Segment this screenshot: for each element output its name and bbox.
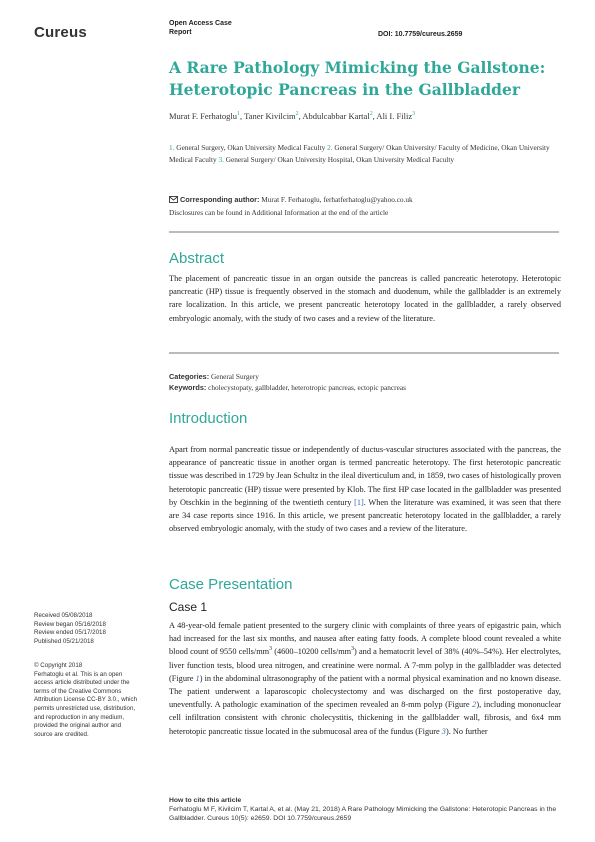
figure-link[interactable]: 3 bbox=[441, 726, 446, 736]
affiliation-text: General Surgery/ Okan University/ Faculty of Medicine, Okan University Medical Faculty bbox=[169, 143, 550, 164]
author-list bbox=[169, 111, 415, 121]
divider bbox=[169, 352, 559, 354]
author-name[interactable]: , Ali I. Filiz bbox=[372, 111, 413, 121]
affiliation-number: 1. bbox=[169, 143, 175, 152]
received-date: Received 05/08/2018 bbox=[34, 612, 93, 619]
affiliations bbox=[169, 142, 559, 166]
copyright-notice bbox=[34, 662, 139, 739]
keywords bbox=[169, 382, 559, 393]
envelope-icon bbox=[169, 195, 178, 207]
figure-link[interactable]: 2 bbox=[472, 700, 477, 710]
review-ended-date: Review ended 05/17/2018 bbox=[34, 629, 106, 637]
article-dates bbox=[34, 612, 139, 646]
author-name[interactable]: Murat F. Ferhatoglu bbox=[169, 111, 238, 121]
copyright-text: Ferhatoglu et al. This is an open access article distributed under the terms of the Creative Commons Attribution License CC-BY 3.0., which permits unrestricted use, distribution, and reproduction in any medium, provided the original author and source are credited. bbox=[34, 670, 138, 738]
categories-label: Categories: bbox=[169, 372, 210, 381]
author-affiliation-sup: 3 bbox=[412, 111, 416, 118]
citation-heading: How to cite this article bbox=[169, 797, 242, 804]
keywords-value: cholecystopaty, gallbladder, heterotropic pancreas, ectopic pancreas bbox=[206, 383, 406, 392]
affiliation-number: 3. bbox=[218, 155, 224, 164]
divider bbox=[169, 231, 559, 233]
citation-footer bbox=[169, 796, 569, 824]
abstract-heading: Abstract bbox=[169, 250, 225, 267]
keywords-label: Keywords: bbox=[169, 383, 207, 392]
disclosures-note: Disclosures can be found in Additional Information at the end of the article bbox=[169, 208, 389, 217]
copyright-title: © Copyright 2018 bbox=[34, 662, 83, 669]
author-name[interactable]: , Taner Kivilcim bbox=[240, 111, 296, 121]
doi[interactable]: DOI: 10.7759/cureus.2659 bbox=[378, 31, 463, 38]
citation-text: Ferhatoglu M F, Kivilcim T, Kartal A, et al. (May 21, 2018) A Rare Pathology Mimicking the Gallstone: Heterotopic Pancreas in the Gallbladder. Cureus 10(5): e2659. DOI 10.7759/cureus.2659 bbox=[169, 806, 557, 823]
case-presentation-heading: Case Presentation bbox=[169, 576, 293, 593]
corresponding-label: Corresponding author: bbox=[180, 195, 260, 204]
author-name[interactable]: , Abdulcabbar Kartal bbox=[298, 111, 370, 121]
article-type: Open Access Case Report bbox=[169, 20, 232, 36]
case-1-heading: Case 1 bbox=[169, 600, 208, 614]
reference-link[interactable]: [1] bbox=[354, 497, 364, 507]
published-date: Published 05/21/2018 bbox=[34, 637, 94, 645]
introduction-text: Apart from normal pancreatic tissue or independently of ductus-vascular structures associated with the pancreas, the appearance of pancreatic tissue in another organ is termed pancreatic heterotopy. The first heterotopic pancreatic tissue was described in 1729 by Jean Schultz in the ileal diverticulum and, in 1859, two cases of histologically proven heterotopic pancreatic (HP) tissue were presented by Klob. The first HP case located in the gallbladder was presented by Otschkin in the beginning of the twentieth century [1]. When the literature was examined, it was seen that there are 34 case reports since 1916. In this article, we present pancreatic heterotopy located in the gallbladder, a rarely observed embryologic anomaly, with the study of two cases and a review of the literature. bbox=[169, 445, 561, 534]
affiliation-text: General Surgery/ Okan University Hospital, Okan University Medical Faculty bbox=[223, 155, 455, 164]
introduction-heading: Introduction bbox=[169, 410, 248, 427]
categories-value: General Surgery bbox=[209, 372, 259, 381]
review-began-date: Review began 05/16/2018 bbox=[34, 620, 106, 628]
article-title: A Rare Pathology Mimicking the Gallstone: Heterotopic Pancreas in the Gallbladder bbox=[169, 58, 546, 99]
author-affiliation-sup: 2 bbox=[295, 111, 299, 118]
author-affiliation-sup: 1 bbox=[237, 111, 240, 118]
figure-link[interactable]: 1 bbox=[195, 673, 200, 683]
corresponding-author bbox=[169, 194, 559, 219]
case-1-text: A 48-year-old female patient presented to the surgery clinic with complaints of three years of epigastric pain, which had increased for the last six months, and nausea after eating fatty foods. A complete blood count revealed a white blood count of 9550 cells/$mm^3$ (4600–10200 cells/$mm^3$) and a hematocrit level of 38% (40%–54%). Her electrolytes, liver function tests, blood urea nitrogen, and creatinine were normal. A 7-mm polyp in the gallbladder was detected (Figure 1) in the abdominal ultrasonography of the patient with a normal physical examination and no known disease. The patient underwent a laparoscopic cholecystectomy and was discharged on the first postoperative day, uneventfully. A pathologic examination of the specimen revealed an 8-mm polyp (Figure 2), including mononuclear cell infiltration consistent with chronic cholecystitis, thickening in the gallbladder wall, fibrosis, and 6x4 mm heterotopic pancreatic tissue located in the submucosal area of the fundus (Figure 3). No further bbox=[169, 621, 562, 736]
affiliation-number: 2. bbox=[327, 143, 333, 152]
corresponding-value[interactable]: Murat F. Ferhatoglu, ferhatferhatoglu@yahoo.co.uk bbox=[259, 195, 413, 204]
abstract-text: The placement of pancreatic tissue in an organ outside the pancreas is called pancreatic heterotopy. Heterotopic pancreatic (HP) tissue is frequently observed in the stomach and duodenum, while the gallbladder is an extremely rare localization. In this article, we present pancreatic heterotopy located in the gallbladder, a rarely observed embryologic anomaly, with the study of two cases and a review of the literature. bbox=[169, 274, 561, 323]
affiliation-text: General Surgery, Okan University Medical Faculty bbox=[174, 143, 328, 152]
journal-logo: Cureus bbox=[34, 24, 87, 41]
author-affiliation-sup: 2 bbox=[369, 111, 373, 118]
categories bbox=[169, 371, 559, 382]
